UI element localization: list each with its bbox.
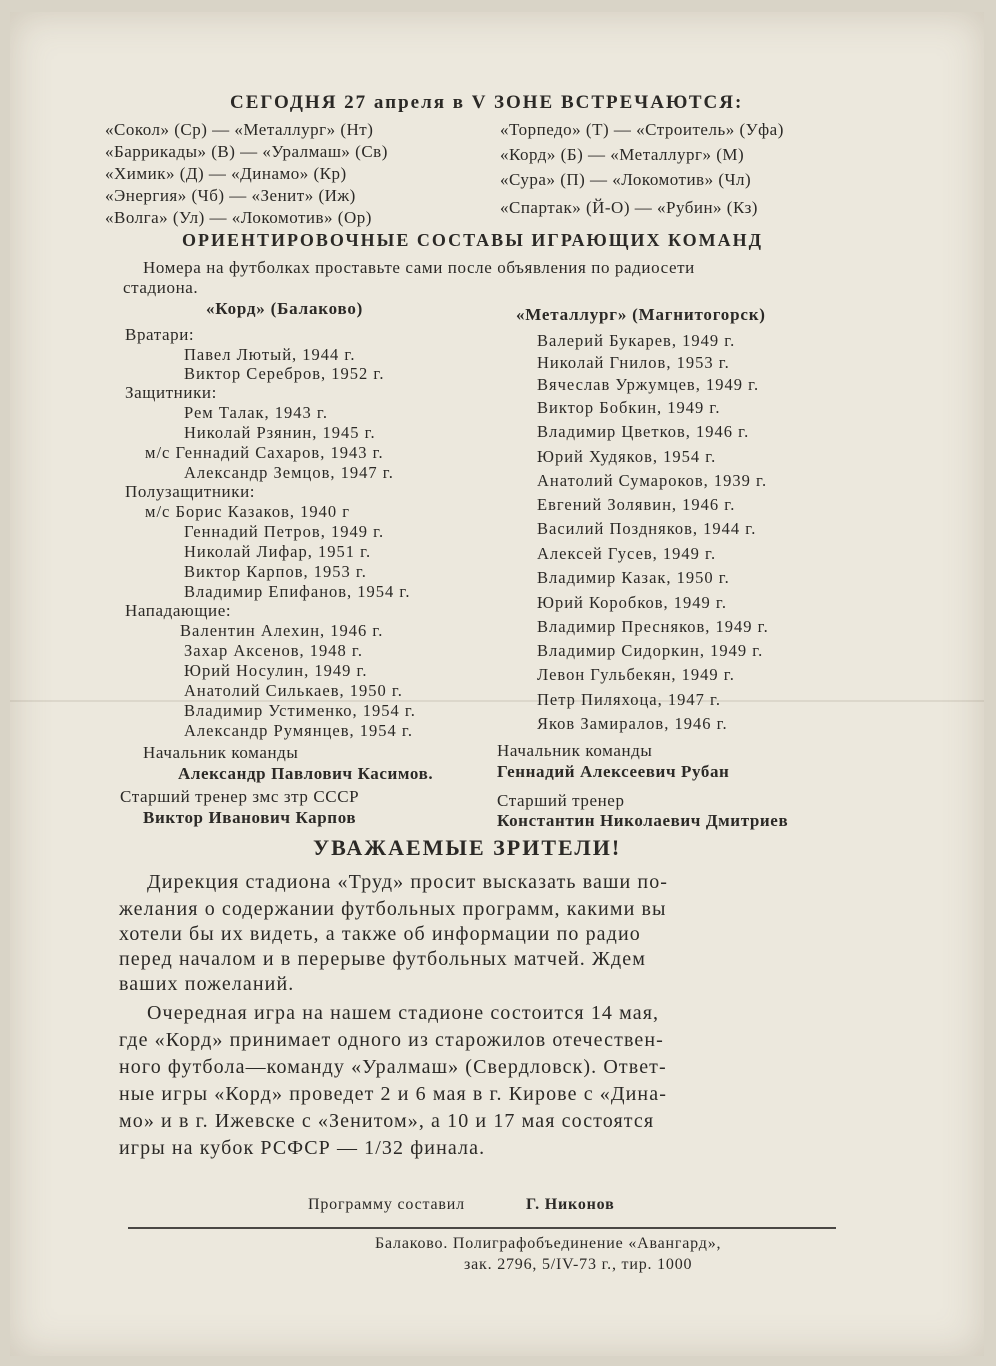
left-mf-4: Виктор Карпов, 1953 г. bbox=[184, 562, 367, 581]
compiled-label: Программу составил bbox=[308, 1196, 465, 1213]
right-team-name: «Металлург» (Магнитогорск) bbox=[516, 305, 766, 324]
left-mf-2: Геннадий Петров, 1949 г. bbox=[184, 522, 385, 541]
right-player-6: Юрий Худяков, 1954 г. bbox=[537, 447, 717, 466]
right-player-10: Алексей Гусев, 1949 г. bbox=[537, 544, 717, 563]
left-df-label: Защитники: bbox=[125, 383, 217, 402]
match-left-3: «Химик» (Д) — «Динамо» (Кр) bbox=[105, 164, 347, 183]
right-player-14: Владимир Сидоркин, 1949 г. bbox=[537, 641, 764, 660]
match-left-1: «Сокол» (Ср) — «Металлург» (Нт) bbox=[105, 120, 374, 139]
right-chief-label: Начальник команды bbox=[497, 741, 653, 760]
appeal-para1-line4: перед началом и в перерыве футбольных матчей. Ждем bbox=[119, 948, 647, 970]
right-player-8: Евгений Золявин, 1946 г. bbox=[537, 495, 736, 514]
right-player-1: Валерий Букарев, 1949 г. bbox=[537, 331, 736, 350]
appeal-para2-line6: игры на кубок РСФСР — 1/32 финала. bbox=[119, 1137, 486, 1159]
appeal-para1-line5: ваших пожеланий. bbox=[119, 973, 295, 995]
left-gk-label: Вратари: bbox=[125, 325, 195, 344]
right-coach-label: Старший тренер bbox=[497, 791, 625, 810]
appeal-title: УВАЖАЕМЫЕ ЗРИТЕЛИ! bbox=[313, 835, 622, 860]
left-fw-1: Валентин Алехин, 1946 г. bbox=[180, 621, 384, 640]
appeal-para1-line1: Дирекция стадиона «Труд» просит высказать ваши по- bbox=[147, 871, 669, 893]
right-player-13: Владимир Пресняков, 1949 г. bbox=[537, 617, 769, 636]
left-mf-3: Николай Лифар, 1951 г. bbox=[184, 542, 372, 561]
left-df-3: м/с Геннадий Сахаров, 1943 г. bbox=[145, 443, 384, 462]
left-fw-4: Анатолий Силькаев, 1950 г. bbox=[184, 681, 403, 700]
right-player-2: Николай Гнилов, 1953 г. bbox=[537, 353, 730, 372]
left-fw-5: Владимир Устименко, 1954 г. bbox=[184, 701, 416, 720]
appeal-para2-line2: где «Корд» принимает одного из старожилов отечествен- bbox=[119, 1029, 664, 1051]
right-player-4: Виктор Бобкин, 1949 г. bbox=[537, 398, 721, 417]
left-mf-label: Полузащитники: bbox=[125, 482, 256, 501]
left-gk-2: Виктор Серебров, 1952 г. bbox=[184, 364, 385, 383]
left-df-2: Николай Рзянин, 1945 г. bbox=[184, 423, 376, 442]
appeal-para2-line1: Очередная игра на нашем стадионе состоится 14 мая, bbox=[147, 1002, 660, 1024]
right-player-12: Юрий Коробков, 1949 г. bbox=[537, 593, 727, 612]
match-right-1: «Торпедо» (Т) — «Строитель» (Уфа) bbox=[500, 120, 784, 139]
appeal-para1-line2: желания о содержании футбольных программ, какими вы bbox=[119, 898, 667, 920]
right-chief-name: Геннадий Алексеевич Рубан bbox=[497, 762, 730, 781]
match-right-3: «Сура» (П) — «Локомотив» (Чл) bbox=[500, 170, 752, 189]
appeal-para1-line3: хотели бы их видеть, а также об информации по радио bbox=[119, 923, 641, 945]
left-df-1: Рем Талак, 1943 г. bbox=[184, 403, 328, 422]
lineups-note-line1: Номера на футболках проставьте сами после объявления по радиосети bbox=[143, 258, 695, 277]
right-player-11: Владимир Казак, 1950 г. bbox=[537, 568, 730, 587]
compiled-name: Г. Никонов bbox=[526, 1196, 615, 1213]
match-right-4: «Спартак» (Й-О) — «Рубин» (Кз) bbox=[500, 198, 758, 217]
right-player-15: Левон Гульбекян, 1949 г. bbox=[537, 665, 735, 684]
left-coach-label: Старший тренер змс зтр СССР bbox=[120, 787, 360, 806]
left-gk-1: Павел Лютый, 1944 г. bbox=[184, 345, 356, 364]
left-mf-1: м/с Борис Казаков, 1940 г bbox=[145, 502, 351, 521]
match-left-2: «Баррикады» (В) — «Уралмаш» (Св) bbox=[105, 142, 388, 161]
right-player-16: Петр Пиляхоца, 1947 г. bbox=[537, 690, 722, 709]
right-player-5: Владимир Цветков, 1946 г. bbox=[537, 422, 750, 441]
right-coach-name: Константин Николаевич Дмитриев bbox=[497, 811, 789, 830]
right-player-9: Василий Поздняков, 1944 г. bbox=[537, 519, 757, 538]
left-chief-label: Начальник команды bbox=[143, 743, 299, 762]
left-df-4: Александр Земцов, 1947 г. bbox=[184, 463, 394, 482]
appeal-para2-line3: ного футбола—команду «Уралмаш» (Свердловск). Ответ- bbox=[119, 1056, 667, 1078]
today-title: СЕГОДНЯ 27 апреля в V ЗОНЕ ВСТРЕЧАЮТСЯ: bbox=[230, 92, 744, 113]
appeal-para2-line5: мо» и в г. Ижевске с «Зенитом», а 10 и 17 мая состоятся bbox=[119, 1110, 655, 1132]
left-coach-name: Виктор Иванович Карпов bbox=[143, 808, 357, 827]
footer-rule bbox=[128, 1227, 836, 1229]
program-page bbox=[10, 12, 984, 1356]
imprint-line2: зак. 2796, 5/IV-73 г., тир. 1000 bbox=[464, 1256, 693, 1273]
match-left-5: «Волга» (Ул) — «Локомотив» (Ор) bbox=[105, 208, 372, 227]
imprint-line1: Балаково. Полиграфобъединение «Авангард», bbox=[375, 1235, 722, 1252]
match-right-2: «Корд» (Б) — «Металлург» (М) bbox=[500, 145, 745, 164]
right-player-3: Вячеслав Уржумцев, 1949 г. bbox=[537, 375, 760, 394]
right-player-17: Яков Замиралов, 1946 г. bbox=[537, 714, 728, 733]
left-fw-label: Нападающие: bbox=[125, 601, 232, 620]
lineups-note-line2: стадиона. bbox=[123, 278, 199, 297]
left-fw-3: Юрий Носулин, 1949 г. bbox=[184, 661, 368, 680]
left-chief-name: Александр Павлович Касимов. bbox=[178, 764, 434, 783]
fold-crease bbox=[10, 700, 984, 702]
match-left-4: «Энергия» (Чб) — «Зенит» (Иж) bbox=[105, 186, 356, 205]
left-mf-5: Владимир Епифанов, 1954 г. bbox=[184, 582, 411, 601]
left-fw-6: Александр Румянцев, 1954 г. bbox=[184, 721, 413, 740]
left-team-name: «Корд» (Балаково) bbox=[206, 299, 364, 318]
appeal-para2-line4: ные игры «Корд» проведет 2 и 6 мая в г. Кирове с «Дина- bbox=[119, 1083, 667, 1105]
lineups-title: ОРИЕНТИРОВОЧНЫЕ СОСТАВЫ ИГРАЮЩИХ КОМАНД bbox=[182, 230, 764, 250]
right-player-7: Анатолий Сумароков, 1939 г. bbox=[537, 471, 768, 490]
left-fw-2: Захар Аксенов, 1948 г. bbox=[184, 641, 363, 660]
